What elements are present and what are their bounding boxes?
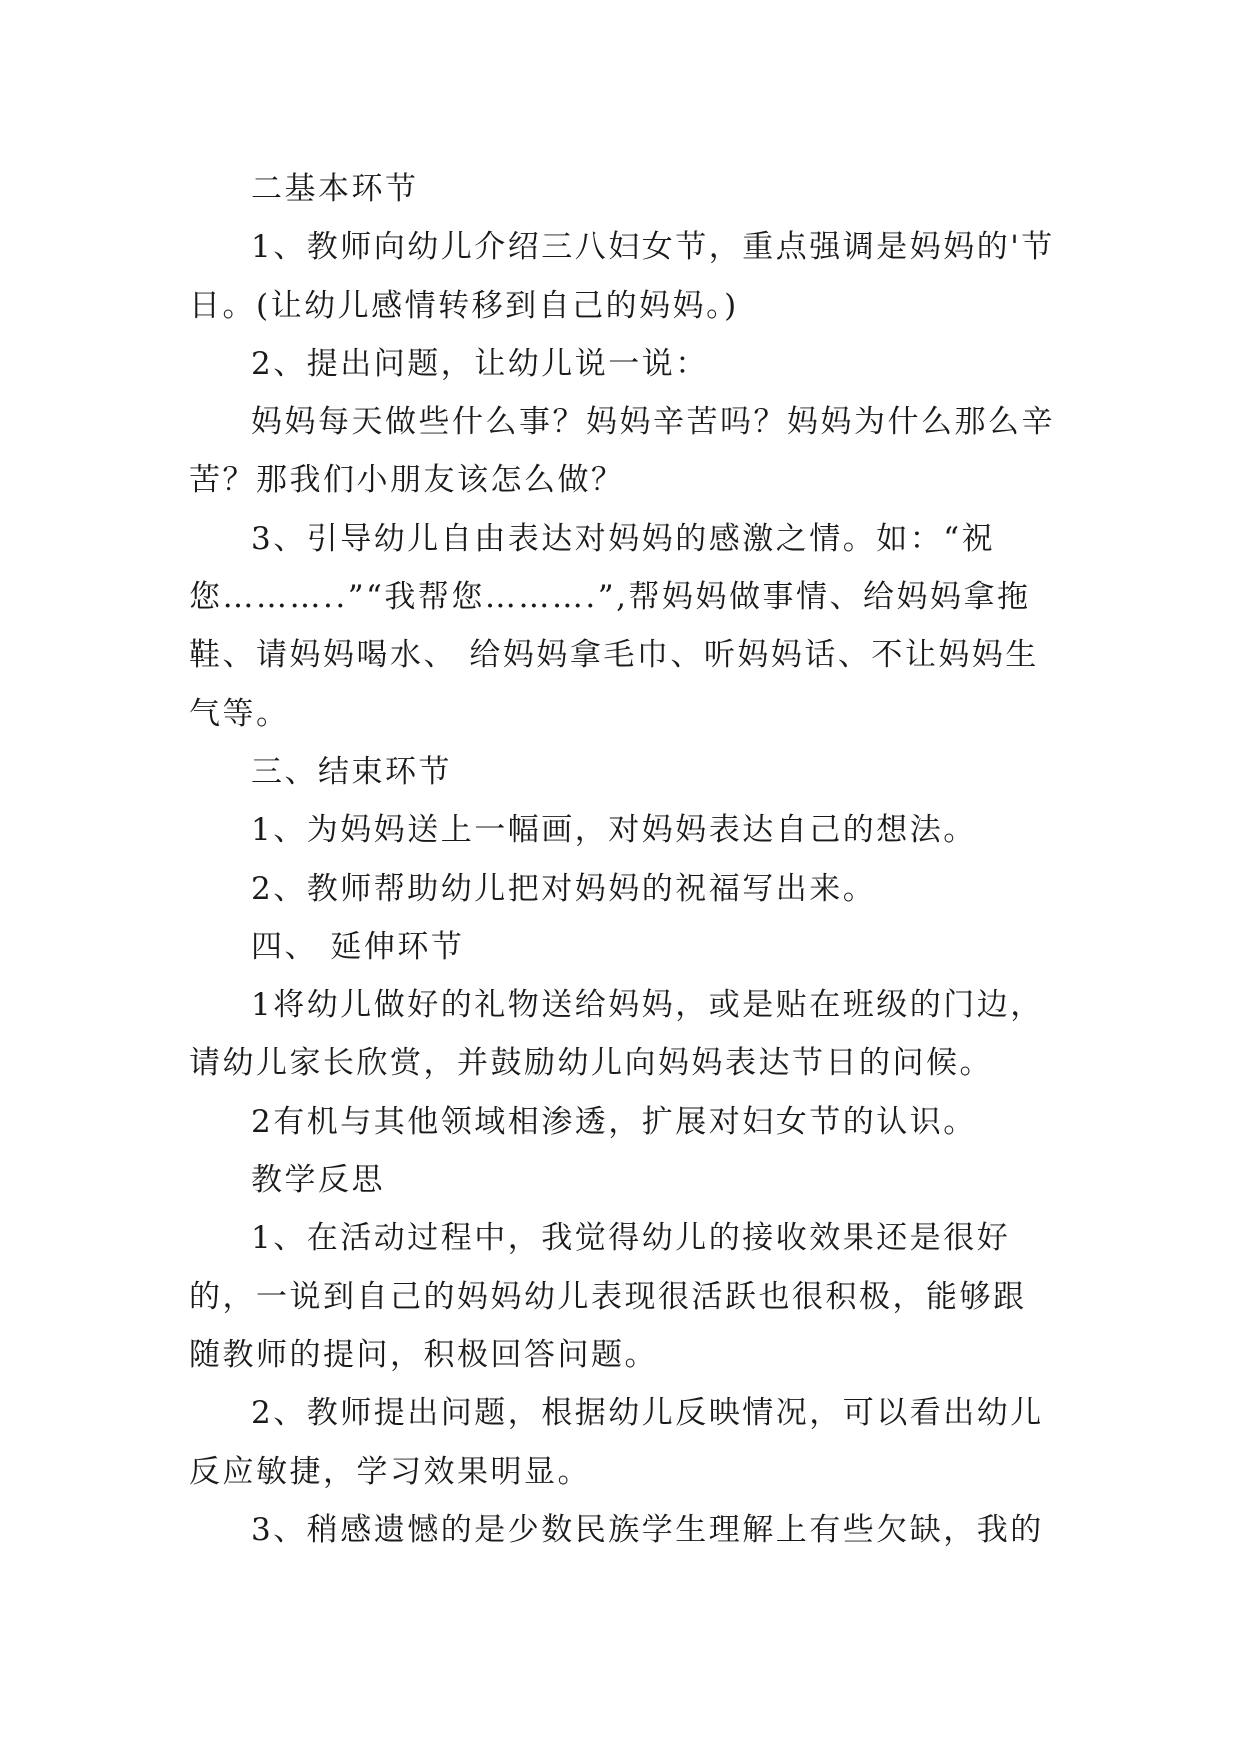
- document-body: [189, 160, 1057, 1559]
- section-heading-extension: 四、 延伸环节: [251, 928, 465, 965]
- section-heading-ending: 三、结束环节: [251, 753, 452, 790]
- paragraph: 2、教师帮助幼儿把对妈妈的祝福写出来。: [251, 870, 877, 907]
- paragraph: 3、引导幼儿自由表达对妈妈的感激之情。如：“祝您………..”“我帮您……….”,帮妈妈做事情、给妈妈拿拖鞋、请妈妈喝水、 给妈妈拿毛巾、听妈妈话、不让妈妈生气等。: [189, 520, 1039, 732]
- paragraph: 3、稍感遗憾的是少数民族学生理解上有些欠缺，我的: [251, 1511, 1044, 1548]
- paragraph: 1将幼儿做好的礼物送给妈妈，或是贴在班级的门边，请幼儿家长欣赏，并鼓励幼儿向妈妈表达节日的问候。: [189, 987, 1044, 1082]
- paragraph: 1、教师向幼儿介绍三八妇女节，重点强调是妈妈的'节日。(让幼儿感情转移到自己的妈妈。): [189, 229, 1055, 324]
- paragraph: 1、为妈妈送上一幅画，对妈妈表达自己的想法。: [251, 812, 977, 849]
- paragraph: 2、提出问题，让幼儿说一说：: [251, 345, 709, 382]
- section-heading-reflection: 教学反思: [251, 1162, 385, 1199]
- paragraph: 2有机与其他领域相渗透，扩展对妇女节的认识。: [251, 1103, 977, 1140]
- section-heading-basic: 二基本环节: [251, 171, 419, 207]
- paragraph: 1、在活动过程中，我觉得幼儿的接收效果还是很好的，一说到自己的妈妈幼儿表现很活跃也很积极，能够跟随教师的提问，积极回答问题。: [189, 1220, 1027, 1373]
- paragraph: 2、教师提出问题，根据幼儿反映情况，可以看出幼儿反应敏捷，学习效果明显。: [189, 1395, 1044, 1490]
- paragraph: 妈妈每天做些什么事？妈妈辛苦吗？妈妈为什么那么辛苦？那我们小朋友该怎么做？: [189, 404, 1055, 499]
